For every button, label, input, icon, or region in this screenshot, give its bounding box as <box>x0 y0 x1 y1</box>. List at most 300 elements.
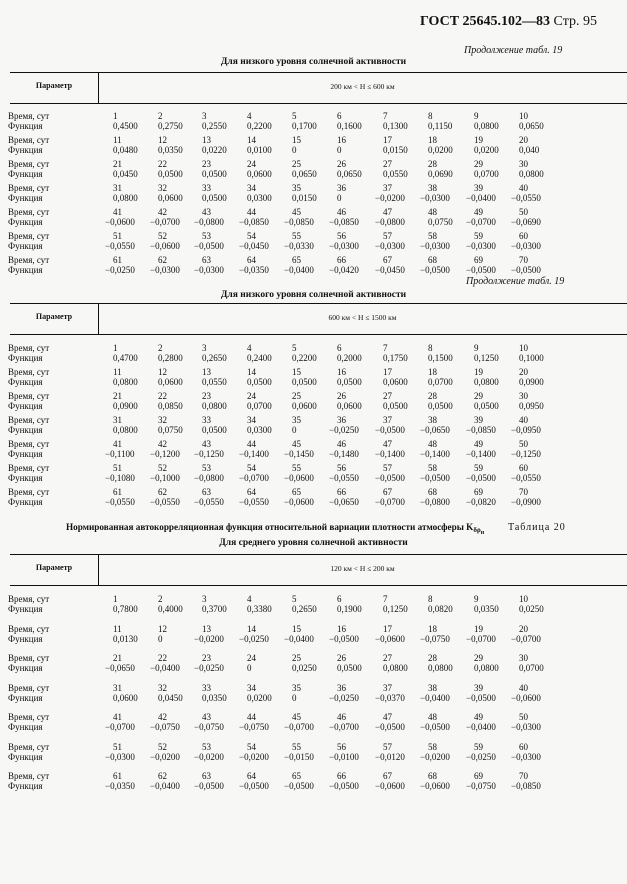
function-label: Функция <box>8 722 43 732</box>
function-cell: −0,0550 <box>239 497 269 507</box>
continuation-note: Продолжение табл. 19 <box>464 45 563 56</box>
function-cell: −0,1080 <box>105 473 135 483</box>
time-cell: 34 <box>247 682 256 693</box>
function-cell: 0,0600 <box>158 193 183 203</box>
function-cell: 0,0150 <box>383 145 408 155</box>
function-cell: −0,0400 <box>284 265 314 275</box>
function-cell: −0,0500 <box>375 425 405 435</box>
time-label: Время, сут <box>8 653 50 663</box>
time-cell: 2 <box>158 343 163 353</box>
function-cell: −0,0330 <box>284 241 314 251</box>
time-cell: 54 <box>247 741 256 752</box>
time-cell: 6 <box>337 343 342 353</box>
time-cell: 22 <box>158 653 167 663</box>
altitude-range: 200 км < H ≤ 600 км <box>330 82 395 91</box>
time-cell: 48 <box>428 207 437 217</box>
time-cell: 28 <box>428 653 437 663</box>
function-cell: 0,0500 <box>383 401 408 411</box>
time-cell: 45 <box>292 207 301 217</box>
time-cell: 44 <box>247 207 256 217</box>
time-cell: 66 <box>337 255 346 265</box>
time-label: Время, сут <box>8 207 50 217</box>
function-cell: −0,0300 <box>511 722 541 732</box>
time-cell: 56 <box>337 463 346 473</box>
function-cell: −0,0850 <box>284 217 314 227</box>
function-cell: −0,0300 <box>194 265 224 275</box>
time-cell: 25 <box>292 391 301 401</box>
function-cell: −0,0300 <box>105 751 135 762</box>
standard-number: ГОСТ 25645.102—83 <box>419 14 551 29</box>
function-cell: −0,0300 <box>420 241 450 251</box>
time-label: Время, сут <box>8 183 50 193</box>
function-cell: −0,0700 <box>105 722 135 732</box>
function-cell: 0,0150 <box>292 193 317 203</box>
table-header <box>10 303 627 335</box>
function-cell: 0,4000 <box>158 604 183 614</box>
time-cell: 67 <box>383 487 392 497</box>
function-cell: −0,0300 <box>511 751 541 762</box>
function-cell: 0,0350 <box>202 692 227 703</box>
time-cell: 42 <box>158 439 167 449</box>
function-cell: 0,4700 <box>113 353 138 363</box>
function-cell: −0,0750 <box>466 781 496 791</box>
function-cell: −0,0850 <box>329 217 359 227</box>
time-cell: 44 <box>247 712 256 722</box>
time-cell: 15 <box>292 367 301 377</box>
time-cell: 20 <box>519 367 528 377</box>
time-label: Время, сут <box>8 159 50 169</box>
time-cell: 8 <box>428 111 433 121</box>
function-cell: 0,1500 <box>428 353 453 363</box>
function-cell: −0,0700 <box>150 217 180 227</box>
time-cell: 38 <box>428 682 437 693</box>
function-label: Функция <box>8 121 43 131</box>
time-cell: 17 <box>383 623 392 634</box>
function-cell: −0,1000 <box>150 473 180 483</box>
function-cell: −0,0550 <box>511 473 541 483</box>
page-number: Стр. 95 <box>553 14 597 29</box>
time-cell: 53 <box>202 741 211 752</box>
time-cell: 69 <box>474 487 483 497</box>
function-cell: 0,1600 <box>337 121 362 131</box>
time-cell: 4 <box>247 111 252 121</box>
function-cell: 0,0850 <box>158 401 183 411</box>
time-cell: 38 <box>428 183 437 193</box>
time-cell: 67 <box>383 255 392 265</box>
time-cell: 12 <box>158 135 167 145</box>
function-cell: 0,0700 <box>474 169 499 179</box>
time-cell: 55 <box>292 741 301 752</box>
time-cell: 10 <box>519 111 528 121</box>
time-cell: 70 <box>519 255 528 265</box>
time-cell: 21 <box>113 391 122 401</box>
time-cell: 48 <box>428 712 437 722</box>
time-cell: 12 <box>158 623 167 634</box>
function-cell: 0,4500 <box>113 121 138 131</box>
function-cell: 0,0600 <box>337 401 362 411</box>
function-cell: −0,0500 <box>239 781 269 791</box>
altitude-range: 600 км < H ≤ 1500 км <box>328 313 397 322</box>
time-cell: 21 <box>113 159 122 169</box>
time-cell: 22 <box>158 159 167 169</box>
function-cell: −0,0600 <box>105 217 135 227</box>
function-cell: −0,0450 <box>239 241 269 251</box>
param-header: Параметр <box>35 81 73 90</box>
time-cell: 41 <box>113 207 122 217</box>
function-cell: −0,0650 <box>329 497 359 507</box>
time-cell: 47 <box>383 439 392 449</box>
time-cell: 19 <box>474 623 483 634</box>
function-cell: −0,0550 <box>194 497 224 507</box>
table-header <box>10 554 627 586</box>
function-cell: −0,1250 <box>194 449 224 459</box>
time-cell: 50 <box>519 712 528 722</box>
time-cell: 58 <box>428 463 437 473</box>
time-cell: 70 <box>519 487 528 497</box>
function-cell: −0,0250 <box>105 265 135 275</box>
function-cell: −0,0700 <box>466 633 496 644</box>
function-cell: 0,0700 <box>428 377 453 387</box>
function-cell: 0,0480 <box>113 145 138 155</box>
function-cell: −0,0700 <box>466 217 496 227</box>
function-cell: −0,0800 <box>194 473 224 483</box>
function-cell: −0,0350 <box>239 265 269 275</box>
function-cell: 0,0800 <box>474 663 499 673</box>
time-cell: 62 <box>158 255 167 265</box>
time-cell: 29 <box>474 159 483 169</box>
time-cell: 23 <box>202 391 211 401</box>
function-cell: 0 <box>292 692 297 703</box>
time-label: Время, сут <box>8 111 50 121</box>
time-cell: 68 <box>428 487 437 497</box>
time-cell: 57 <box>383 741 392 752</box>
function-cell: 0,0750 <box>158 425 183 435</box>
function-cell: −0,0250 <box>466 751 496 762</box>
time-cell: 50 <box>519 207 528 217</box>
time-cell: 20 <box>519 623 528 634</box>
function-cell: −0,0500 <box>511 265 541 275</box>
time-cell: 45 <box>292 712 301 722</box>
time-cell: 36 <box>337 682 346 693</box>
function-label: Функция <box>8 781 43 791</box>
function-label: Функция <box>8 663 43 673</box>
time-cell: 56 <box>337 741 346 752</box>
function-cell: 0,0550 <box>202 377 227 387</box>
time-cell: 58 <box>428 741 437 752</box>
time-cell: 69 <box>474 771 483 781</box>
time-cell: 8 <box>428 594 433 604</box>
time-cell: 46 <box>337 207 346 217</box>
function-cell: 0,0500 <box>474 401 499 411</box>
time-cell: 25 <box>292 653 301 663</box>
time-cell: 28 <box>428 391 437 401</box>
time-cell: 5 <box>292 111 297 121</box>
function-cell: −0,0950 <box>511 425 541 435</box>
time-cell: 61 <box>113 255 122 265</box>
time-cell: 1 <box>113 111 118 121</box>
function-cell: −0,0600 <box>284 497 314 507</box>
time-cell: 66 <box>337 487 346 497</box>
function-cell: 0,1300 <box>383 121 408 131</box>
time-label: Время, сут <box>8 343 50 353</box>
function-cell: 0,1250 <box>474 353 499 363</box>
function-cell: 0,0450 <box>113 169 138 179</box>
time-cell: 57 <box>383 231 392 241</box>
function-cell: −0,1200 <box>150 449 180 459</box>
function-cell: 0,0800 <box>113 193 138 203</box>
time-cell: 62 <box>158 487 167 497</box>
function-cell: 0,3380 <box>247 604 272 614</box>
time-label: Время, сут <box>8 231 50 241</box>
time-cell: 62 <box>158 771 167 781</box>
time-cell: 11 <box>113 623 122 634</box>
section-title: Для среднего уровня солнечной активности <box>219 538 408 548</box>
time-cell: 43 <box>202 207 211 217</box>
function-cell: −0,0650 <box>105 663 135 673</box>
function-cell: −0,0450 <box>375 265 405 275</box>
time-cell: 15 <box>292 623 301 634</box>
time-cell: 14 <box>247 135 256 145</box>
function-cell: −0,0800 <box>375 217 405 227</box>
time-cell: 31 <box>113 415 122 425</box>
section-title: Для низкого уровня солнечной активности <box>220 290 407 300</box>
time-cell: 18 <box>428 623 437 634</box>
function-cell: −0,1250 <box>511 449 541 459</box>
time-cell: 56 <box>337 231 346 241</box>
time-cell: 13 <box>202 135 211 145</box>
time-cell: 22 <box>158 391 167 401</box>
time-label: Время, сут <box>8 741 50 752</box>
time-cell: 29 <box>474 653 483 663</box>
function-cell: 0,1250 <box>383 604 408 614</box>
time-cell: 33 <box>202 415 211 425</box>
time-cell: 68 <box>428 771 437 781</box>
time-cell: 67 <box>383 771 392 781</box>
time-cell: 16 <box>337 367 346 377</box>
time-cell: 53 <box>202 231 211 241</box>
time-cell: 26 <box>337 159 346 169</box>
function-cell: 0,0250 <box>292 663 317 673</box>
time-cell: 6 <box>337 594 342 604</box>
time-cell: 4 <box>247 594 252 604</box>
time-cell: 69 <box>474 255 483 265</box>
time-cell: 40 <box>519 415 528 425</box>
time-cell: 11 <box>113 135 122 145</box>
time-cell: 60 <box>519 463 528 473</box>
function-cell: −0,0750 <box>239 722 269 732</box>
function-label: Функция <box>8 217 43 227</box>
function-cell: −0,0300 <box>375 241 405 251</box>
function-label: Функция <box>8 473 43 483</box>
time-label: Время, сут <box>8 415 50 425</box>
time-cell: 3 <box>202 594 207 604</box>
function-cell: 0,0500 <box>158 169 183 179</box>
function-cell: 0,0200 <box>247 692 272 703</box>
function-cell: 0,2000 <box>337 353 362 363</box>
function-cell: −0,0700 <box>239 473 269 483</box>
time-cell: 27 <box>383 653 392 663</box>
function-cell: 0,0800 <box>474 121 499 131</box>
function-cell: 0,0700 <box>519 663 544 673</box>
function-cell: 0,0600 <box>158 377 183 387</box>
time-cell: 9 <box>474 343 479 353</box>
time-cell: 55 <box>292 231 301 241</box>
time-cell: 43 <box>202 439 211 449</box>
time-cell: 35 <box>292 415 301 425</box>
function-cell: −0,0200 <box>420 751 450 762</box>
time-cell: 51 <box>113 463 122 473</box>
time-cell: 27 <box>383 159 392 169</box>
function-cell: −0,0650 <box>420 425 450 435</box>
time-label: Время, сут <box>8 391 50 401</box>
function-cell: −0,0700 <box>511 633 541 644</box>
function-cell: 0,0800 <box>428 663 453 673</box>
time-cell: 14 <box>247 367 256 377</box>
time-cell: 52 <box>158 231 167 241</box>
function-cell: −0,0500 <box>375 473 405 483</box>
time-cell: 11 <box>113 367 122 377</box>
function-cell: −0,0420 <box>329 265 359 275</box>
function-cell: −0,0600 <box>375 781 405 791</box>
function-label: Функция <box>8 751 43 762</box>
time-label: Время, сут <box>8 135 50 145</box>
function-label: Функция <box>8 692 43 703</box>
function-cell: −0,0750 <box>194 722 224 732</box>
function-cell: 0,0500 <box>337 663 362 673</box>
time-cell: 60 <box>519 231 528 241</box>
function-cell: 0,0600 <box>247 169 272 179</box>
function-cell: −0,0700 <box>284 722 314 732</box>
function-cell: −0,0500 <box>466 265 496 275</box>
function-cell: 0,2750 <box>158 121 183 131</box>
time-cell: 35 <box>292 682 301 693</box>
time-cell: 59 <box>474 463 483 473</box>
function-cell: 0,0800 <box>383 663 408 673</box>
function-cell: −0,0250 <box>329 692 359 703</box>
function-cell: −0,0850 <box>511 781 541 791</box>
time-cell: 63 <box>202 255 211 265</box>
function-cell: 0 <box>337 145 342 155</box>
function-cell: −0,0600 <box>375 633 405 644</box>
time-cell: 7 <box>383 111 388 121</box>
time-cell: 51 <box>113 231 122 241</box>
time-cell: 59 <box>474 741 483 752</box>
function-cell: −0,0400 <box>150 663 180 673</box>
time-cell: 46 <box>337 439 346 449</box>
function-cell: 0,0650 <box>292 169 317 179</box>
function-cell: 0 <box>158 633 163 644</box>
function-cell: −0,0700 <box>329 722 359 732</box>
time-cell: 7 <box>383 594 388 604</box>
time-cell: 8 <box>428 343 433 353</box>
function-cell: −0,0750 <box>150 722 180 732</box>
function-cell: −0,0600 <box>511 692 541 703</box>
time-cell: 49 <box>474 207 483 217</box>
param-header: Параметр <box>35 563 73 572</box>
time-cell: 15 <box>292 135 301 145</box>
time-cell: 3 <box>202 111 207 121</box>
function-cell: 0 <box>247 663 252 673</box>
time-cell: 23 <box>202 159 211 169</box>
time-cell: 47 <box>383 207 392 217</box>
time-cell: 32 <box>158 415 167 425</box>
function-cell: 0,2800 <box>158 353 183 363</box>
time-cell: 14 <box>247 623 256 634</box>
time-label: Время, сут <box>8 487 50 497</box>
function-cell: −0,0700 <box>375 497 405 507</box>
time-cell: 52 <box>158 741 167 752</box>
time-cell: 25 <box>292 159 301 169</box>
function-cell: 0,2650 <box>202 353 227 363</box>
time-label: Время, сут <box>8 712 50 722</box>
time-cell: 32 <box>158 183 167 193</box>
function-cell: 0,0800 <box>474 377 499 387</box>
function-cell: −0,0300 <box>329 241 359 251</box>
table-header <box>10 72 627 104</box>
function-cell: 0,0300 <box>247 193 272 203</box>
function-cell: 0,0200 <box>428 145 453 155</box>
data-table <box>10 303 627 335</box>
function-cell: 0,0700 <box>247 401 272 411</box>
function-cell: 0 <box>292 425 297 435</box>
altitude-range: 120 км < H ≤ 200 км <box>330 564 395 573</box>
time-cell: 5 <box>292 343 297 353</box>
time-cell: 35 <box>292 183 301 193</box>
time-cell: 54 <box>247 231 256 241</box>
time-cell: 17 <box>383 367 392 377</box>
time-cell: 10 <box>519 343 528 353</box>
table-20-number: Таблица 20 <box>508 522 566 533</box>
table-20-caption <box>0 522 627 538</box>
time-cell: 31 <box>113 682 122 693</box>
time-cell: 59 <box>474 231 483 241</box>
time-cell: 21 <box>113 653 122 663</box>
function-cell: −0,0500 <box>420 722 450 732</box>
table-20-title: Нормированная автокорреляционная функция относительной вариации плотности атмосферы $K_{\delta\rho н}$ <box>66 522 485 536</box>
time-cell: 7 <box>383 343 388 353</box>
function-cell: 0,0820 <box>428 604 453 614</box>
time-cell: 54 <box>247 463 256 473</box>
function-cell: −0,0300 <box>466 241 496 251</box>
time-cell: 30 <box>519 653 528 663</box>
time-cell: 12 <box>158 367 167 377</box>
function-cell: 0,0800 <box>519 169 544 179</box>
time-cell: 30 <box>519 159 528 169</box>
time-cell: 55 <box>292 463 301 473</box>
section-title: Для низкого уровня солнечной активности <box>220 57 407 67</box>
time-cell: 39 <box>474 415 483 425</box>
page-header <box>420 14 597 30</box>
time-cell: 64 <box>247 255 256 265</box>
function-label: Функция <box>8 604 43 614</box>
time-cell: 48 <box>428 439 437 449</box>
time-cell: 63 <box>202 487 211 497</box>
function-cell: 0,1750 <box>383 353 408 363</box>
time-label: Время, сут <box>8 367 50 377</box>
time-cell: 24 <box>247 653 256 663</box>
function-cell: 0,0500 <box>292 377 317 387</box>
time-cell: 41 <box>113 712 122 722</box>
continuation-note: Продолжение табл. 19 <box>466 276 565 287</box>
time-cell: 34 <box>247 415 256 425</box>
function-cell: −0,0400 <box>466 193 496 203</box>
function-label: Функция <box>8 425 43 435</box>
function-cell: −0,0400 <box>466 722 496 732</box>
function-cell: −0,0200 <box>239 751 269 762</box>
time-cell: 58 <box>428 231 437 241</box>
function-cell: −0,0850 <box>239 217 269 227</box>
time-cell: 57 <box>383 463 392 473</box>
